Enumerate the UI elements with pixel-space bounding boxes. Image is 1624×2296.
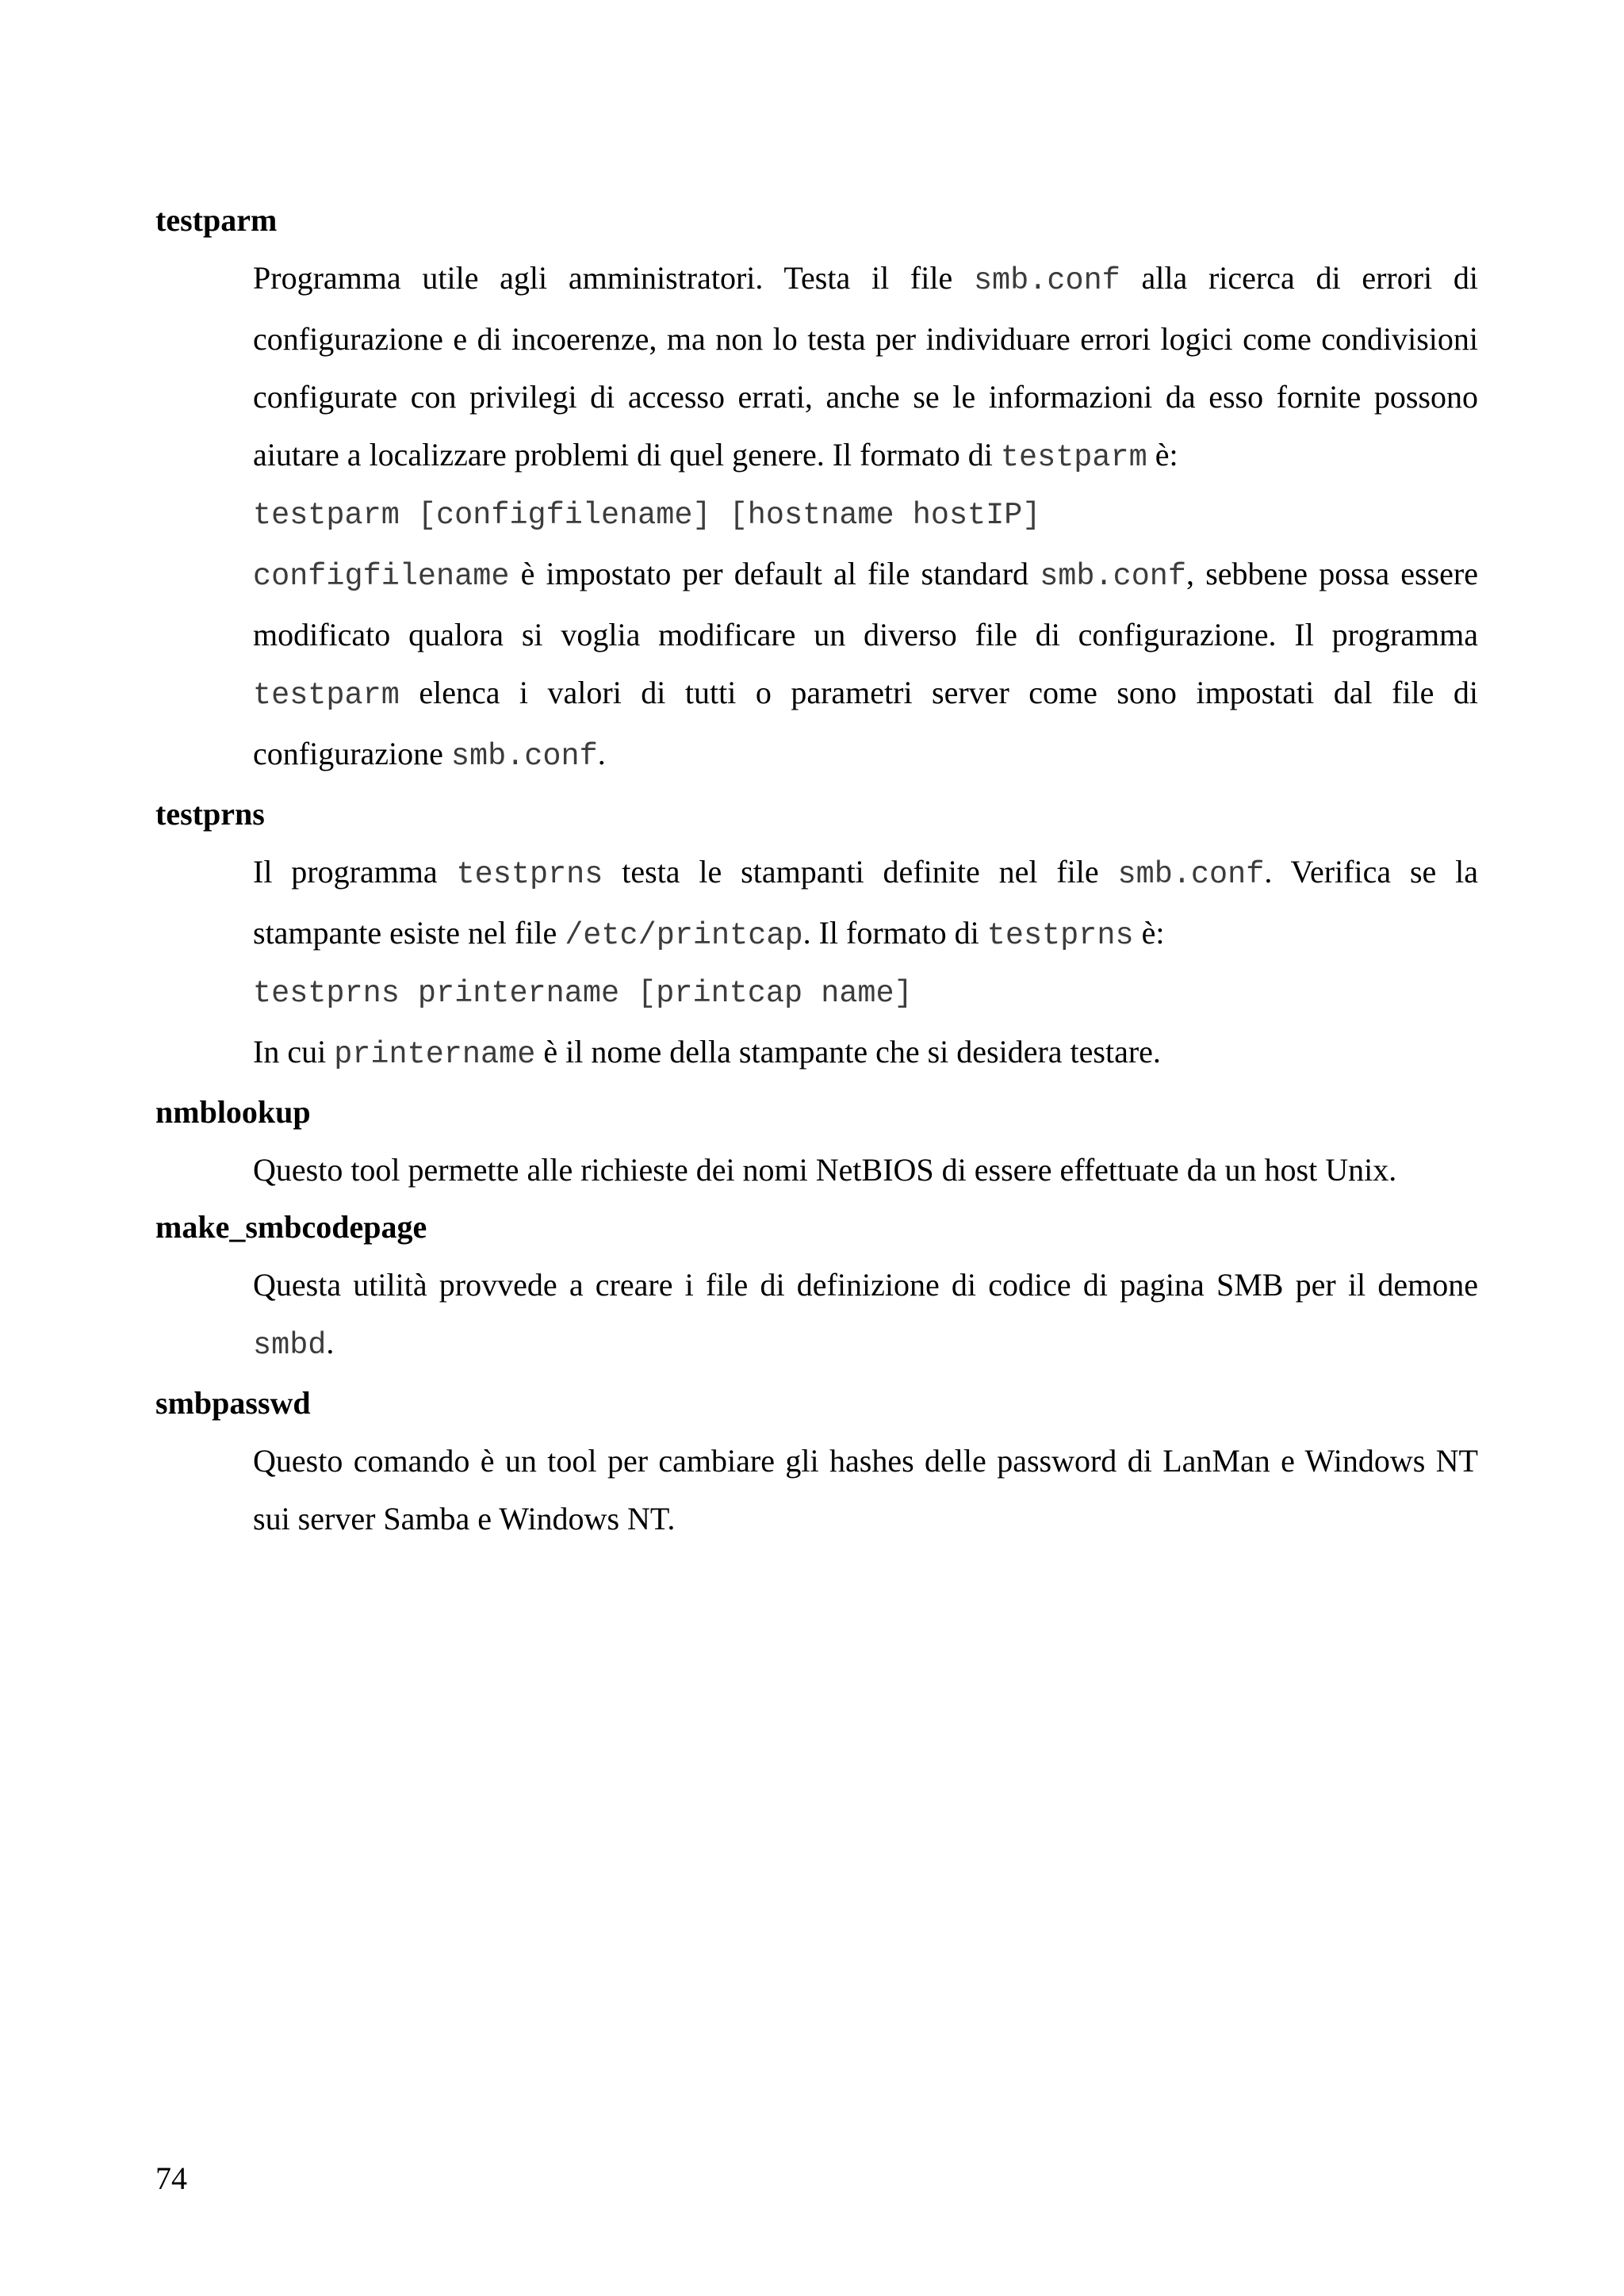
inline-code: printername (334, 1037, 536, 1072)
text-span: è il nome della stampante che si desidera testare. (535, 1034, 1161, 1070)
text-span: è: (1133, 915, 1165, 951)
term-make-smbcodepage: make_smbcodepage (155, 1209, 427, 1245)
text-span: Questa utilità provvede a creare i file di definizione di codice di pagina SMB per il demone (253, 1267, 1478, 1303)
text-span: è impostato per default al file standard (509, 556, 1040, 591)
paragraph (253, 843, 1478, 965)
command-syntax: testprns printername [printcap name] (253, 976, 913, 1011)
inline-code: testparm (1000, 440, 1147, 475)
inline-code: smb.conf (1040, 559, 1187, 594)
definition-make-smbcodepage (253, 1256, 1478, 1375)
inline-code: testprns (986, 918, 1134, 953)
text-span: testa le stampanti definite nel file (603, 854, 1118, 890)
text-span: elenca i valori di tutti o parametri server come sono impostati dal file di configurazione (253, 675, 1478, 771)
text-span: . (326, 1325, 335, 1360)
paragraph: Questo comando è un tool per cambiare gli hashes delle password di LanMan e Windows NT sui server Samba e Windows NT. (253, 1443, 1478, 1536)
inline-code: smb.conf (1117, 857, 1265, 892)
inline-code: configfilename (253, 559, 510, 594)
paragraph: Questo tool permette alle richieste dei nomi NetBIOS di essere effettuate da un host Unix. (253, 1152, 1397, 1188)
paragraph (253, 249, 1478, 487)
paragraph (253, 1023, 1478, 1084)
text-span: In cui (253, 1034, 335, 1070)
term-testprns: testprns (155, 796, 265, 832)
text-span: . Verifica se la stampante esiste nel file (253, 854, 1479, 951)
inline-code: smb.conf (450, 739, 598, 774)
inline-code: /etc/printcap (565, 918, 803, 953)
definition-nmblookup (253, 1141, 1478, 1199)
text-span: Il programma (253, 854, 457, 890)
inline-code: smbd (253, 1328, 327, 1363)
paragraph (253, 1256, 1478, 1375)
text-span: . (597, 736, 606, 771)
term-smbpasswd: smbpasswd (155, 1385, 311, 1421)
page-number: 74 (155, 2160, 187, 2196)
term-testparm: testparm (155, 202, 278, 238)
definition-testparm (253, 249, 1478, 786)
inline-code: testprns (456, 857, 603, 892)
inline-code: smb.conf (973, 263, 1120, 298)
document-body (155, 192, 1478, 1548)
paragraph (253, 545, 1478, 786)
text-span: . Il formato di (802, 915, 987, 951)
definition-smbpasswd (253, 1432, 1478, 1548)
term-nmblookup: nmblookup (155, 1094, 311, 1130)
text-span: , sebbene possa essere modificato qualora si voglia modificare un diverso file di configurazione. Il programma (253, 556, 1478, 652)
inline-code: testparm (253, 678, 400, 713)
definition-testprns (253, 843, 1478, 1084)
text-span: è: (1147, 437, 1178, 473)
text-span: alla ricerca di errori di configurazione e di incoerenze, ma non lo testa per individuare errori logici come condivisioni configurate con privilegi di accesso errati, anche se le informazioni da esso fornite possono aiutare a localizzare problemi di quel genere. Il formato di (253, 260, 1479, 473)
command-syntax: testparm [configfilename] [hostname hostIP] (253, 498, 1041, 533)
text-span: Programma utile agli amministratori. Testa il file (253, 260, 974, 296)
